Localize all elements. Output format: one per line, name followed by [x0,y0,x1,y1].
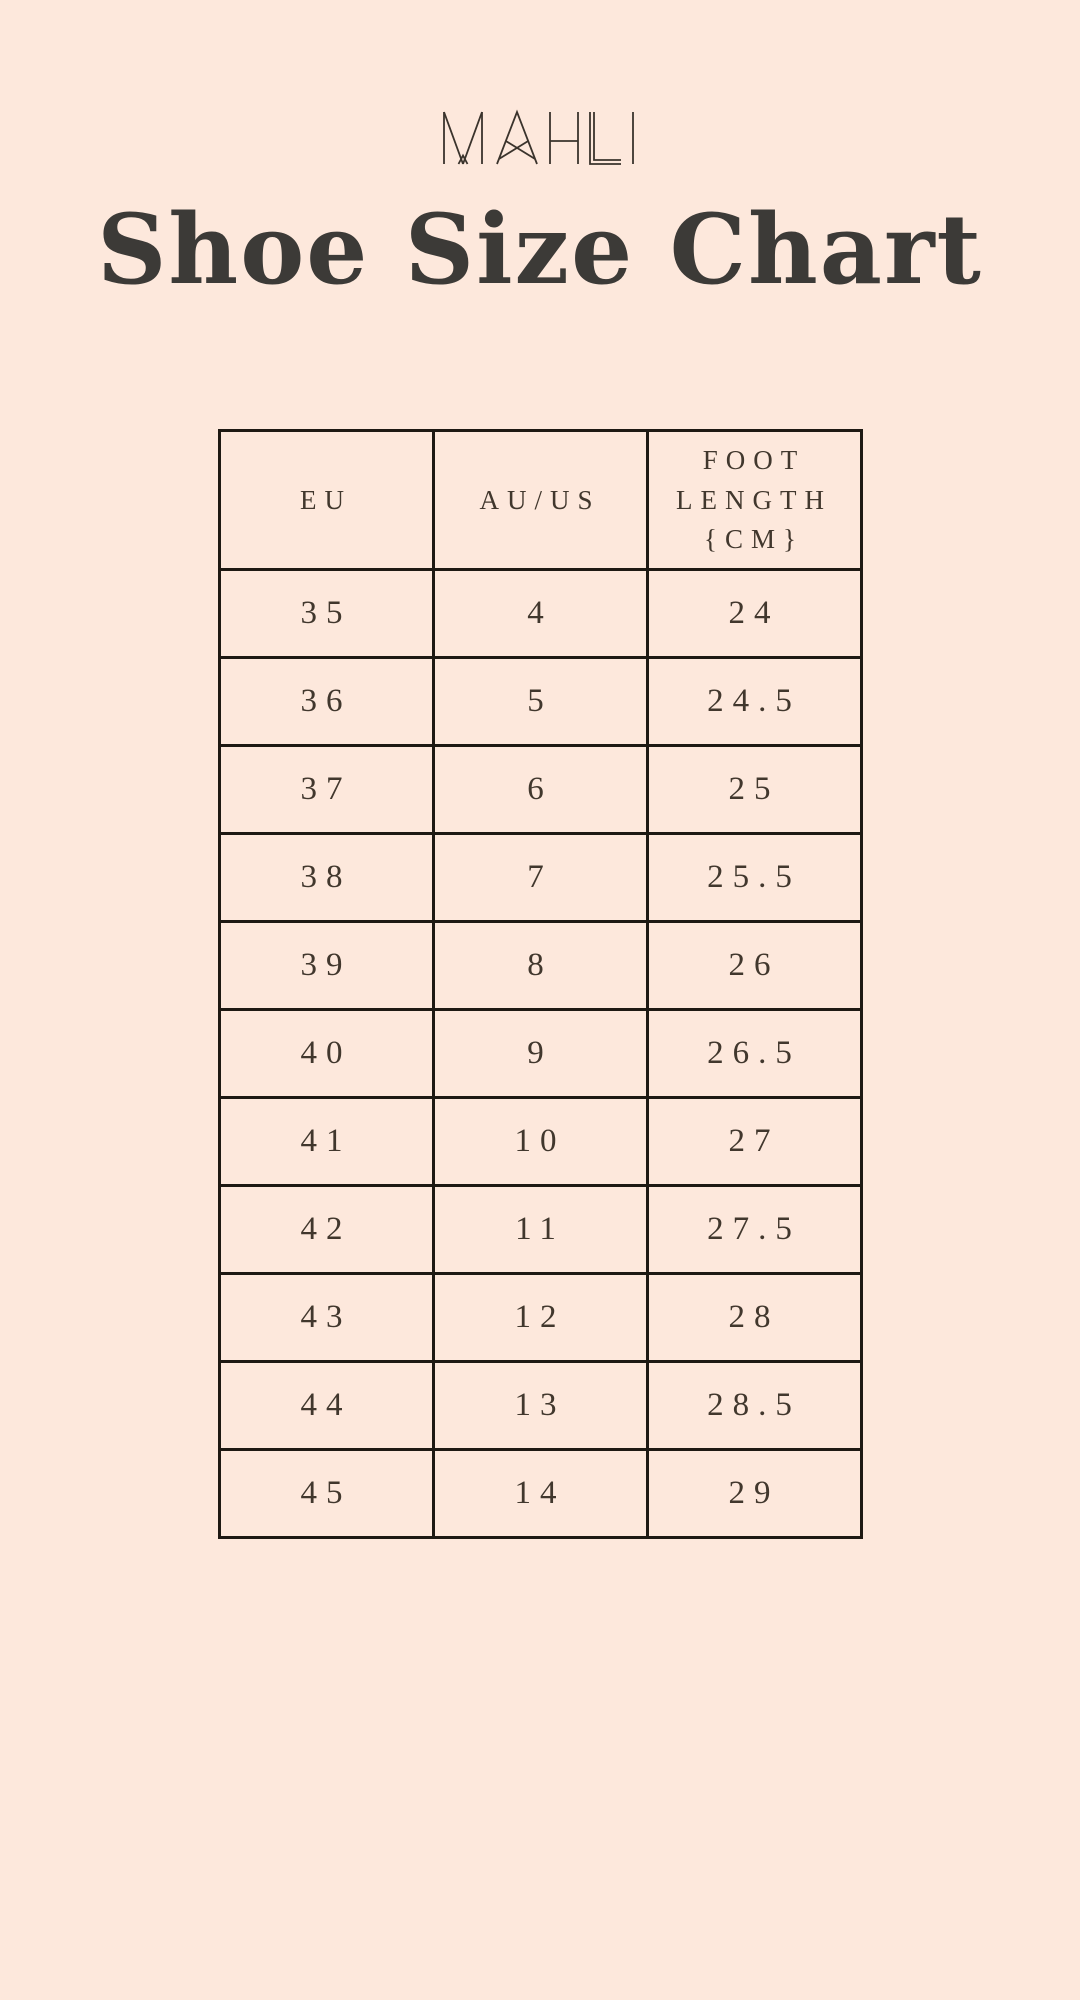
cell-foot-length: 27.5 [647,1186,861,1274]
table-row [219,1186,861,1274]
cell-foot-length: 29 [647,1450,861,1538]
table-row [219,1362,861,1450]
cell-eu: 44 [219,1362,433,1450]
table-row [219,1010,861,1098]
cell-eu: 41 [219,1098,433,1186]
cell-eu: 39 [219,922,433,1010]
column-header-eu: EU [219,431,433,570]
table-row [219,570,861,658]
brand-logo-icon [440,108,640,166]
cell-eu: 42 [219,1186,433,1274]
cell-foot-length: 24 [647,570,861,658]
cell-eu: 43 [219,1274,433,1362]
page-title: Shoe Size Chart [97,193,983,306]
cell-eu: 40 [219,1010,433,1098]
cell-eu: 35 [219,570,433,658]
cell-foot-length: 24.5 [647,658,861,746]
table-row [219,1098,861,1186]
table-row [219,658,861,746]
cell-au-us: 6 [433,746,647,834]
cell-au-us: 7 [433,834,647,922]
table-row [219,1274,861,1362]
cell-au-us: 14 [433,1450,647,1538]
table-row [219,834,861,922]
cell-foot-length: 26.5 [647,1010,861,1098]
cell-foot-length: 25.5 [647,834,861,922]
table-row [219,922,861,1010]
column-header-foot-length [647,431,861,570]
cell-foot-length: 28.5 [647,1362,861,1450]
cell-eu: 45 [219,1450,433,1538]
cell-eu: 37 [219,746,433,834]
cell-au-us: 12 [433,1274,647,1362]
cell-au-us: 9 [433,1010,647,1098]
cell-foot-length: 28 [647,1274,861,1362]
cell-foot-length: 26 [647,922,861,1010]
cell-eu: 38 [219,834,433,922]
cell-eu: 36 [219,658,433,746]
cell-foot-length: 25 [647,746,861,834]
size-chart-table [218,429,863,1539]
cell-au-us: 13 [433,1362,647,1450]
column-header-au-us: AU/US [433,431,647,570]
cell-au-us: 8 [433,922,647,1010]
cell-au-us: 10 [433,1098,647,1186]
table-header-row [219,431,861,570]
table-row [219,746,861,834]
cell-foot-length: 27 [647,1098,861,1186]
brand-logo [0,0,1080,166]
cell-au-us: 11 [433,1186,647,1274]
cell-au-us: 5 [433,658,647,746]
cell-au-us: 4 [433,570,647,658]
column-header-foot-length-label: FOOT LENGTH {CM} [676,445,832,554]
table-row [219,1450,861,1538]
